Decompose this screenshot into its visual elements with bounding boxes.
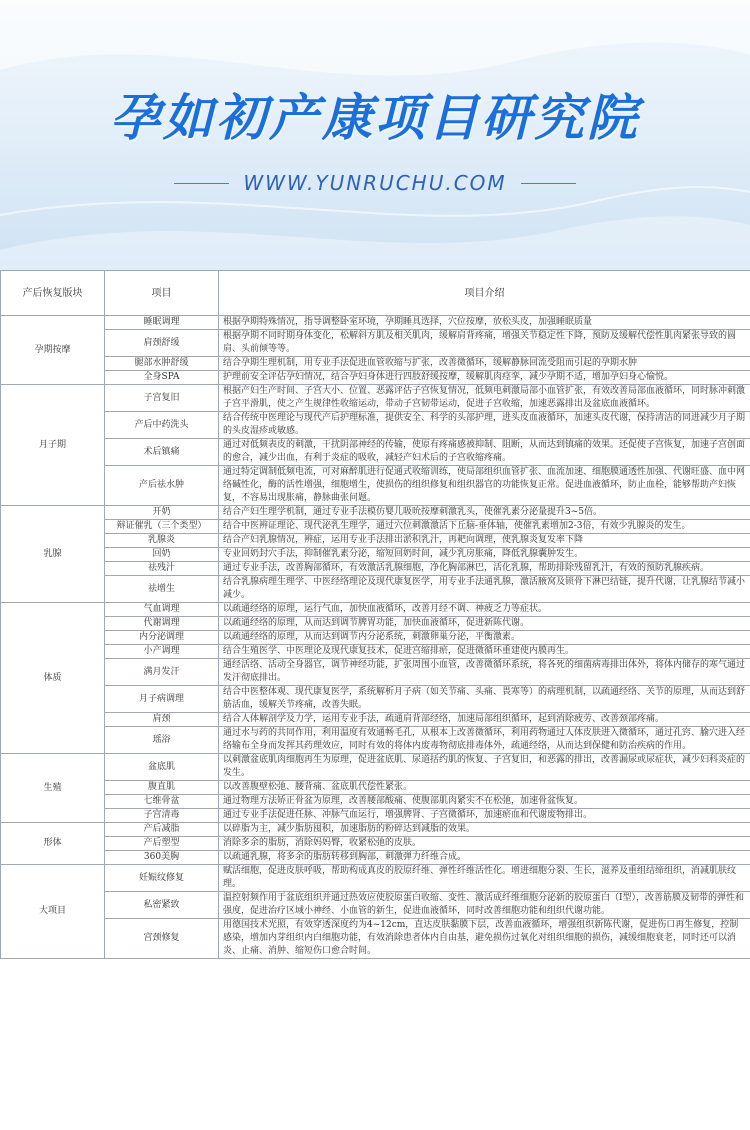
- table-row: [1, 548, 750, 562]
- table-row: [1, 371, 750, 385]
- item-cell: 全身SPA: [105, 371, 219, 385]
- table-row: [1, 576, 750, 603]
- item-cell: 小产调理: [105, 645, 219, 659]
- page-title: 孕如初产康项目研究院: [110, 89, 640, 147]
- description-cell: 根据孕期不同时期身体变化，松解斜方肌及相关肌肉，缓解肩背疼痛，增强关节稳定性下降，预防及缓解代偿性肌肉紧张导致的圆肩、头前倾等等。: [219, 330, 750, 357]
- description-cell: 以疏通经络的原理，从而达到调节脾胃功能，加快血液循环，促进新陈代谢。: [219, 617, 750, 631]
- description-cell: 通过物理方法矫正骨盆为原理，改善腰部酸痛、使腹部肌肉紧实不在松弛，加速骨盆恢复。: [219, 795, 750, 809]
- website-url[interactable]: WWW.YUNRUCHU.COM: [243, 171, 507, 195]
- table-row: [1, 520, 750, 534]
- item-cell: 气血调理: [105, 603, 219, 617]
- table-row: [1, 617, 750, 631]
- table-row: [1, 412, 750, 439]
- table-row: [1, 659, 750, 686]
- item-cell: 360美胸: [105, 851, 219, 865]
- table-row: [1, 823, 750, 837]
- table-row: [1, 645, 750, 659]
- category-cell: 孕期按摩: [1, 316, 105, 385]
- table-row: [1, 466, 750, 506]
- item-cell: 祛残汁: [105, 562, 219, 576]
- item-cell: 内分泌调理: [105, 631, 219, 645]
- item-cell: 瑶浴: [105, 727, 219, 754]
- table-row: [1, 506, 750, 520]
- header-intro: 项目介绍: [219, 271, 750, 316]
- table-row: [1, 865, 750, 892]
- item-cell: 盆底肌: [105, 754, 219, 781]
- table-row: [1, 439, 750, 466]
- item-cell: 腹直肌: [105, 781, 219, 795]
- header-category: 产后恢复版块: [1, 271, 105, 316]
- header-item: 项目: [105, 271, 219, 316]
- description-cell: 结合孕期生理机制，用专业手法促进血管收缩与扩张，改善微循环，缓解静脉回流受阻而引起的孕期水肿: [219, 357, 750, 371]
- table-row: [1, 686, 750, 713]
- description-cell: 以改善腹壁松弛、腰背痛、盆底肌代偿性紧张。: [219, 781, 750, 795]
- table-row: [1, 330, 750, 357]
- item-cell: 回奶: [105, 548, 219, 562]
- table-row: [1, 754, 750, 781]
- table-row: [1, 357, 750, 371]
- item-cell: 产后祛水肿: [105, 466, 219, 506]
- description-cell: 结合人体解剖学及力学，运用专业手法，疏通肩背部经络，加速局部组织循环，起到消除疲劳、改善颈部疼痛。: [219, 713, 750, 727]
- category-cell: 乳腺: [1, 506, 105, 603]
- category-cell: 月子期: [1, 385, 105, 506]
- website-row: [0, 168, 750, 198]
- table-header-row: [1, 271, 750, 316]
- item-cell: 子宫清毒: [105, 809, 219, 823]
- divider-left: [174, 183, 229, 184]
- item-cell: 肩颈: [105, 713, 219, 727]
- item-cell: 肩颈舒缓: [105, 330, 219, 357]
- description-cell: 以碎脂为主，减少脂肪囤积，加速脂肪的粉碎达到减脂的效果。: [219, 823, 750, 837]
- description-cell: 通过特定调制低频电流，可对麻醉肌进行促通式收缩训练，使局部组织血管扩张、血流加速、细胞膜通透性加强、代谢旺盛、血中网络碱性化，酶的活性增强，细胞增生，使损伤的组织修复和组织器官的功能恢复正常。促进血液循环，防止血栓，能够帮助产妇恢复，不容易出现胀痛，静脉曲张问题。: [219, 466, 750, 506]
- item-cell: 代谢调理: [105, 617, 219, 631]
- item-cell: 七维骨盆: [105, 795, 219, 809]
- item-cell: 产后减脂: [105, 823, 219, 837]
- description-cell: 以疏通经络的原理，从而达到调节内分泌系统，刺激卵巢分泌，平衡激素。: [219, 631, 750, 645]
- description-cell: 用德国技术光照，有效穿透深度约为4~12cm，直达皮肤黏膜下层，改善血液循环，增强组织新陈代谢，促进伤口再生修复，控制感染，增加内芽组织内白细胞功能，有效消除患者体内自由基，避免损伤过氧化对组织细胞的损伤，减缓细胞衰老，同时还可以消炎、止痛、消肿、缩短伤口愈合时间。: [219, 919, 750, 959]
- table-row: [1, 851, 750, 865]
- item-cell: 腿部水肿舒缓: [105, 357, 219, 371]
- category-cell: 体质: [1, 603, 105, 754]
- table-row: [1, 892, 750, 919]
- table-row: [1, 603, 750, 617]
- description-cell: 根据产妇生产时间、子宫大小、位置、恶露评估子宫恢复情况，低频电刺激局部小血管扩张，有效改善局部血液循环，同时脉冲刺激子宫平滑肌，使之产生规律性收缩运动，带动子宫韧带运动，促进子宫收缩，加速恶露排出及盆底血液循环。: [219, 385, 750, 412]
- table-row: [1, 781, 750, 795]
- item-cell: 术后镇痛: [105, 439, 219, 466]
- category-cell: 大项目: [1, 865, 105, 959]
- table-row: [1, 837, 750, 851]
- divider-right: [521, 183, 576, 184]
- item-cell: 妊娠纹修复: [105, 865, 219, 892]
- description-cell: 根据孕期特殊情况，指导调整卧室环境，孕期睡具选择，穴位按摩，放松头皮，加强睡眠质量: [219, 316, 750, 330]
- description-cell: 以疏通经络的原理，运行气血，加快血液循环，改善月经不调、神疲乏力等症状。: [219, 603, 750, 617]
- item-cell: 私密紧致: [105, 892, 219, 919]
- description-cell: 结合传统中医理论与现代产后护理标准，提供安全、科学的头部护理，进头皮血液循环，加速头皮代谢，保持清洁的同进减少月子期的头皮湿疹或敏感。: [219, 412, 750, 439]
- description-cell: 结合中医整体观、现代康复医学，系统解析月子病（如关节痛、头痛、畏寒等）的病理机制，以疏通经络、关节的原理，从而达到舒筋活血，缓解关节疼痛，改善失眠。: [219, 686, 750, 713]
- item-cell: 祛增生: [105, 576, 219, 603]
- table-row: [1, 727, 750, 754]
- description-cell: 护理前安全评估孕妇情况，结合孕妇身体进行四肢舒缓按摩，缓解肌肉痉挛，减少孕期不适，增加孕妇身心愉悦。: [219, 371, 750, 385]
- table-row: [1, 919, 750, 959]
- table-row: [1, 809, 750, 823]
- item-cell: 满月发汗: [105, 659, 219, 686]
- description-cell: 通经活络、活动全身器官，调节神经功能，扩张周围小血管，改善微循环系统，将各死的细菌病毒排出体外，将体内储存的寒气通过发汗彻底排出。: [219, 659, 750, 686]
- table-row: [1, 562, 750, 576]
- table-row: [1, 795, 750, 809]
- description-cell: 结合生殖医学、中医理论及现代康复技术，促进宫缩排瘀，促进微循环重建使内膜再生。: [219, 645, 750, 659]
- table-row: [1, 534, 750, 548]
- item-cell: 子宫复旧: [105, 385, 219, 412]
- description-cell: 通过对低频表皮的刺激，干扰阴部神经的传输，使原有疼痛感被抑制、阻断，从而达到镇痛的效果。还促使子宫恢复，加速子宫创面的愈合，减少出血，有利于炎症的吸收，减轻产妇术后的子宫收缩疼痛。: [219, 439, 750, 466]
- description-cell: 结合乳腺病理生理学、中医经络理论及现代康复医学，用专业手法通乳腺，激活腋窝及锁骨下淋巴结链，提升代谢，让乳腺结节减小减少。: [219, 576, 750, 603]
- description-cell: 以刺激盆底肌肉细胞再生为原理，促进盆底肌、尿道括约肌的恢复、子宫复旧，和恶露的排出，改善漏尿或尿症状，减少妇科炎症的发生。: [219, 754, 750, 781]
- item-cell: 产后塑型: [105, 837, 219, 851]
- item-cell: 乳腺炎: [105, 534, 219, 548]
- description-cell: 结合产妇乳腺情况，辨症，运用专业手法排出淤积乳汁，再耙向调理，使乳腺炎复发率下降: [219, 534, 750, 548]
- description-cell: 通过水与药的共同作用，利用温度有效通畅毛孔，从根本上改善微循环，利用药物通过人体皮肤进入微循环，通过孔窍、腧穴进入经络输布全身而发挥其药理效应，同时有效的将体内废毒物彻底排毒体外，疏通经络，从而达到保健和防治疾病的作用。: [219, 727, 750, 754]
- project-table: [0, 270, 750, 959]
- description-cell: 结合产妇生理学机制，通过专业手法模仿婴儿吸吮按摩刺激乳头，使催乳素分泌量提升3~5倍。: [219, 506, 750, 520]
- item-cell: 开奶: [105, 506, 219, 520]
- header-banner: [0, 0, 750, 270]
- table-row: [1, 631, 750, 645]
- description-cell: 通过专业手法，改善胸部循环，有效激活乳腺细胞，净化胸部淋巴，活化乳腺，帮助排除残留乳汁，有效的预防乳腺疾病。: [219, 562, 750, 576]
- description-cell: 消除多余的脂肪，消除妈妈臀，收紧松弛的皮肤。: [219, 837, 750, 851]
- description-cell: 结合中医辨证理论、现代泌乳生理学，通过穴位刺激激活下丘脑-垂体轴，使催乳素增加2-3倍，有效少乳腺炎的发生。: [219, 520, 750, 534]
- item-cell: 辩证催乳（三个类型）: [105, 520, 219, 534]
- category-cell: 生殖: [1, 754, 105, 823]
- table-row: [1, 316, 750, 330]
- item-cell: 产后中药洗头: [105, 412, 219, 439]
- item-cell: 睡眠调理: [105, 316, 219, 330]
- item-cell: 宫颈修复: [105, 919, 219, 959]
- description-cell: 以疏通乳腺，将多余的脂肪转移到胸部，刺激弹力纤维合成。: [219, 851, 750, 865]
- description-cell: 赋活细胞，促进皮肤呼吸，帮助构成真皮的胶原纤维、弹性纤维活性化。增进细胞分裂、生长，滋养及重组结缔组织，消减肌肤纹理。: [219, 865, 750, 892]
- description-cell: 温控射频作用于盆底组织并通过热效应使胶原蛋白收缩、变性、激活成纤维细胞分泌新的胶原蛋白（Ⅰ型），改善筋膜及韧带的弹性和强度，促进治疗区域小神经、小血管的新生，促进血液循环，同时改善细胞功能和组织代谢功能。: [219, 892, 750, 919]
- category-cell: 形体: [1, 823, 105, 865]
- table-row: [1, 713, 750, 727]
- description-cell: 专业回奶封穴手法，抑制催乳素分泌，缩短回奶时间，减少乳房胀痛，降低乳腺囊肿发生。: [219, 548, 750, 562]
- description-cell: 通过专业手法促进任脉、冲脉气血运行，增强脾肾、子宫微循环，加速瘀血和代谢废物排出。: [219, 809, 750, 823]
- item-cell: 月子病调理: [105, 686, 219, 713]
- table-row: [1, 385, 750, 412]
